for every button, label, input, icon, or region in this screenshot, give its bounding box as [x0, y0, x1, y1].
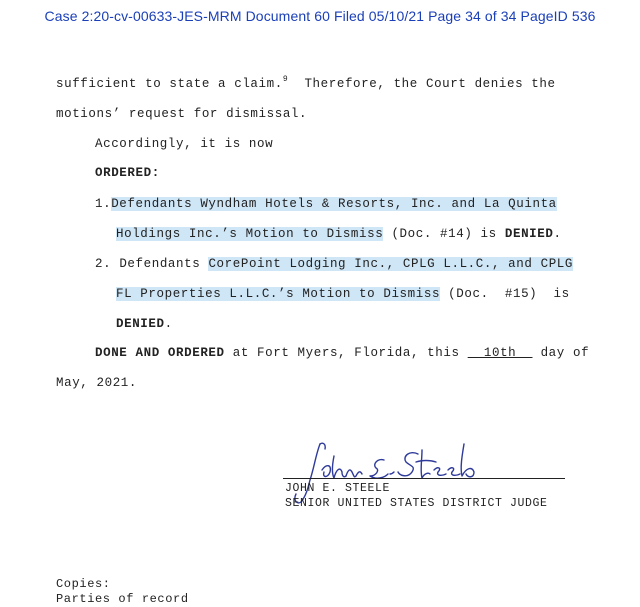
highlighted-text: FL Properties L.L.C.’s Motion to Dismiss	[116, 287, 441, 301]
highlighted-text: CorePoint Lodging Inc., CPLG L.L.C., and CPLG	[208, 257, 573, 271]
done-line-2: May, 2021.	[56, 376, 138, 390]
item1-line-2	[116, 226, 562, 242]
item2-line-2	[116, 286, 570, 302]
para-text: Therefore, the Court denies the	[288, 77, 556, 91]
highlighted-text: Holdings Inc.’s Motion to Dismiss	[116, 227, 384, 241]
done-text: at Fort Myers, Florida, this	[224, 346, 468, 360]
item1-line-1	[95, 196, 557, 212]
item2-line-1	[95, 256, 573, 272]
item2-line-3	[116, 316, 173, 332]
copies-value: Parties of record	[56, 592, 189, 606]
punct: .	[553, 227, 562, 241]
item-text: (Doc. #14) is	[383, 227, 505, 241]
signature-line	[283, 478, 565, 479]
day-blank: 10th	[467, 346, 533, 360]
highlighted-text: Defendants Wyndham Hotels & Resorts, Inc. and La Quinta	[111, 197, 557, 211]
footnote-ref[interactable]: 9	[282, 75, 289, 84]
punct: .	[164, 317, 173, 331]
denied-label: DENIED	[116, 317, 165, 331]
para-text: sufficient to state a claim.	[56, 77, 283, 91]
para-line-1	[56, 76, 556, 92]
done-line-1	[95, 345, 589, 361]
done-label: DONE AND ORDERED	[95, 346, 225, 360]
item-text: Defendants	[119, 257, 209, 271]
item-number: 2.	[95, 257, 112, 271]
judge-title: SENIOR UNITED STATES DISTRICT JUDGE	[285, 497, 548, 510]
item-number: 1.	[95, 197, 112, 211]
accordingly-line: Accordingly, it is now	[95, 137, 274, 151]
para-line-2: motions’ request for dismissal.	[56, 107, 308, 121]
judge-name: JOHN E. STEELE	[285, 482, 391, 495]
item-text: (Doc. #15) is	[440, 287, 570, 301]
denied-label: DENIED	[504, 227, 554, 241]
ordered-heading: ORDERED:	[95, 166, 160, 180]
copies-label: Copies:	[56, 577, 111, 591]
signature-image	[292, 436, 492, 506]
done-text: day of	[532, 346, 590, 360]
case-header: Case 2:20-cv-00633-JES-MRM Document 60 Filed 05/10/21 Page 34 of 34 PageID 536	[44, 8, 596, 24]
